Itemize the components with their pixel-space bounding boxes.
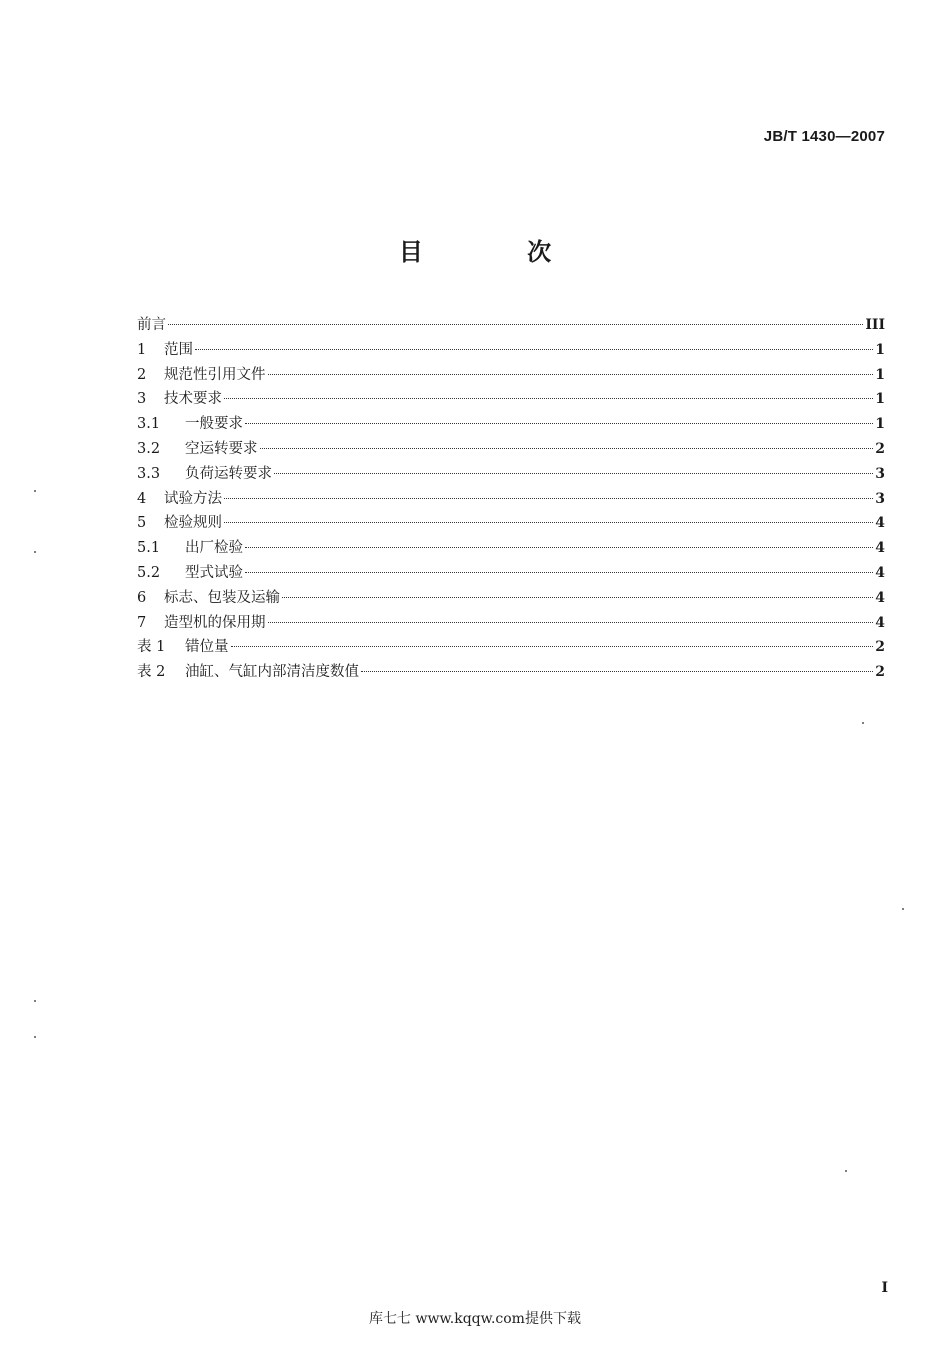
toc-dot-leader (361, 671, 873, 672)
toc-item-page: 4 (875, 589, 885, 606)
page-number: I (881, 1280, 888, 1296)
toc-item-number: 3 (137, 391, 147, 408)
scan-speck (34, 1000, 36, 1002)
toc-item-label: 出厂检验 (185, 540, 243, 557)
toc-item-number: 5.2 (137, 564, 161, 581)
toc-item-number: 5 (137, 515, 147, 532)
toc-item[interactable] (137, 487, 885, 512)
toc-item-label: 技术要求 (164, 391, 222, 408)
scan-speck (902, 908, 904, 910)
toc-item-number: 3.3 (137, 465, 161, 482)
toc-item[interactable] (137, 660, 885, 685)
toc-item-number: 1 (137, 341, 147, 358)
toc-item-page: 4 (875, 515, 885, 532)
toc-dot-leader (282, 597, 873, 598)
toc-item[interactable] (137, 363, 885, 388)
toc-item[interactable] (137, 338, 885, 363)
toc-item[interactable] (137, 635, 885, 660)
toc-dot-leader (268, 622, 874, 623)
toc-item-page: III (865, 317, 885, 333)
toc-item-page: 1 (875, 366, 885, 383)
toc-item[interactable] (137, 313, 885, 338)
toc-item[interactable] (137, 611, 885, 636)
table-of-contents (137, 313, 885, 685)
toc-dot-leader (245, 547, 873, 548)
toc-item[interactable] (137, 387, 885, 412)
toc-item[interactable] (137, 437, 885, 462)
toc-dot-leader (268, 374, 874, 375)
toc-item-number: 表 1 (137, 639, 166, 656)
scan-speck (34, 1036, 36, 1038)
toc-dot-leader (224, 522, 873, 523)
scan-speck (34, 490, 36, 492)
toc-item-label: 规范性引用文件 (164, 366, 266, 383)
toc-item-label: 错位量 (185, 639, 229, 656)
toc-item-label: 负荷运转要求 (185, 465, 272, 482)
toc-item-label: 检验规则 (164, 515, 222, 532)
scan-speck (862, 722, 864, 724)
toc-item-number: 表 2 (137, 664, 166, 681)
toc-dot-leader (195, 349, 873, 350)
toc-dot-leader (274, 473, 873, 474)
toc-item-label: 空运转要求 (185, 440, 258, 457)
download-watermark: 库七七 www.kqqw.com提供下载 (369, 1311, 581, 1327)
toc-dot-leader (231, 646, 874, 647)
toc-dot-leader (245, 423, 873, 424)
toc-item-label: 造型机的保用期 (164, 614, 266, 631)
toc-item-label: 一般要求 (185, 416, 243, 433)
page-title: 目 次 (398, 238, 600, 266)
toc-item-label: 型式试验 (185, 564, 243, 581)
toc-item-number: 4 (137, 490, 147, 507)
toc-item-page: 4 (875, 540, 885, 557)
scan-speck (34, 551, 36, 553)
toc-item[interactable] (137, 462, 885, 487)
toc-item-page: 1 (875, 391, 885, 408)
toc-item-label: 试验方法 (164, 490, 222, 507)
toc-dot-leader (224, 398, 873, 399)
toc-item[interactable] (137, 561, 885, 586)
toc-dot-leader (245, 572, 873, 573)
toc-item-number: 2 (137, 366, 147, 383)
toc-item-number: 3.2 (137, 440, 161, 457)
toc-item-page: 4 (875, 614, 885, 631)
toc-item-number: 7 (137, 614, 147, 631)
document-code: JB/T 1430—2007 (763, 128, 885, 145)
toc-item-number: 5.1 (137, 540, 161, 557)
toc-item[interactable] (137, 412, 885, 437)
toc-item-number: 3.1 (137, 416, 161, 433)
toc-item-page: 2 (875, 440, 885, 457)
toc-item-number: 6 (137, 589, 147, 606)
toc-item[interactable] (137, 536, 885, 561)
toc-item-label: 标志、包装及运输 (164, 589, 280, 606)
toc-item-page: 3 (875, 490, 885, 507)
toc-item-page: 2 (875, 639, 885, 656)
toc-dot-leader (224, 498, 873, 499)
toc-item-label: 油缸、气缸内部清洁度数值 (185, 664, 359, 681)
toc-item-page: 1 (875, 416, 885, 433)
toc-item-page: 3 (875, 465, 885, 482)
scan-speck (845, 1170, 847, 1172)
toc-item-page: 4 (875, 564, 885, 581)
toc-item[interactable] (137, 511, 885, 536)
toc-dot-leader (168, 324, 863, 325)
toc-item-page: 2 (875, 664, 885, 681)
toc-item-label: 前言 (137, 317, 166, 333)
toc-item[interactable] (137, 586, 885, 611)
toc-item-label: 范围 (164, 341, 193, 358)
toc-item-page: 1 (875, 341, 885, 358)
toc-dot-leader (260, 448, 874, 449)
